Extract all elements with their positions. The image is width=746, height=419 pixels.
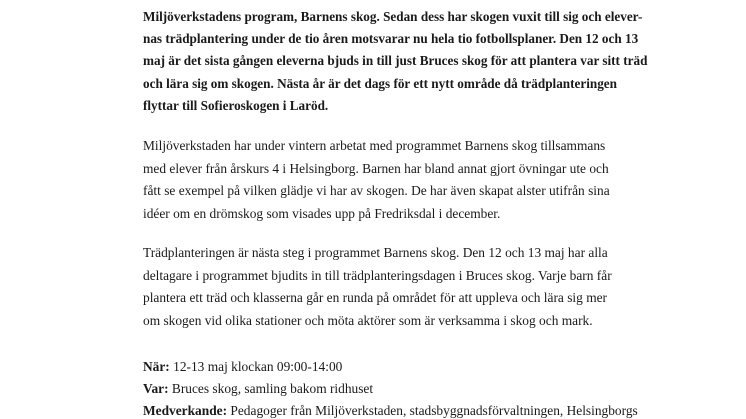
lead-line: flyttar till Sofieroskogen i Laröd. <box>143 98 329 113</box>
where-value: Bruces skog, samling bakom ridhuset <box>168 381 374 396</box>
lead-line: och lära sig om skogen. Nästa år är det dags för ett nytt område då trädplanteringen <box>143 76 617 91</box>
body-line: plantera ett träd och klasserna går en runda på området för att uppleva och lära sig mer <box>143 290 608 305</box>
participants-label: Medverkande: <box>143 403 228 418</box>
lead-line: nas trädplantering under de tio åren motsvarar nu hela tio fotbollsplaner. Den 12 och 13 <box>143 31 639 46</box>
body-line: fått se exempel på vilken glädje vi har av skogen. De har även skapat alster utifrån sina <box>143 183 610 198</box>
detail-where <box>143 378 373 400</box>
body-line: om skogen vid olika stationer och möta aktörer som är verksamma i skog och mark. <box>143 313 593 328</box>
when-label: När: <box>143 359 170 374</box>
lead-line: maj är det sista gången eleverna bjuds in till just Bruces skog för att plantera var sitt träd <box>143 53 648 68</box>
detail-when <box>143 356 342 378</box>
when-value: 12-13 maj klockan 09:00-14:00 <box>169 359 343 374</box>
body-line: Trädplanteringen är nästa steg i programmet Barnens skog. Den 12 och 13 maj har alla <box>143 245 608 260</box>
participants-value: Pedagoger från Miljöverkstaden, stadsbyggnadsförvaltningen, Helsingborgs <box>227 403 638 418</box>
detail-participants <box>143 400 638 419</box>
body-line: med elever från årskurs 4 i Helsingborg. Barnen har bland annat gjort övningar ute och <box>143 161 609 176</box>
body-line: deltagare i programmet bjudits in till trädplanteringsdagen i Bruces skog. Varje barn får <box>143 268 612 283</box>
body-line: idéer om en drömskog som visades upp på Fredriksdal i december. <box>143 206 501 221</box>
lead-line: Miljöverkstadens program, Barnens skog. Sedan dess har skogen vuxit till sig och elever- <box>143 9 643 24</box>
body-line: Miljöverkstaden har under vintern arbetat med programmet Barnens skog tillsammans <box>143 138 606 153</box>
where-label: Var: <box>143 381 169 396</box>
